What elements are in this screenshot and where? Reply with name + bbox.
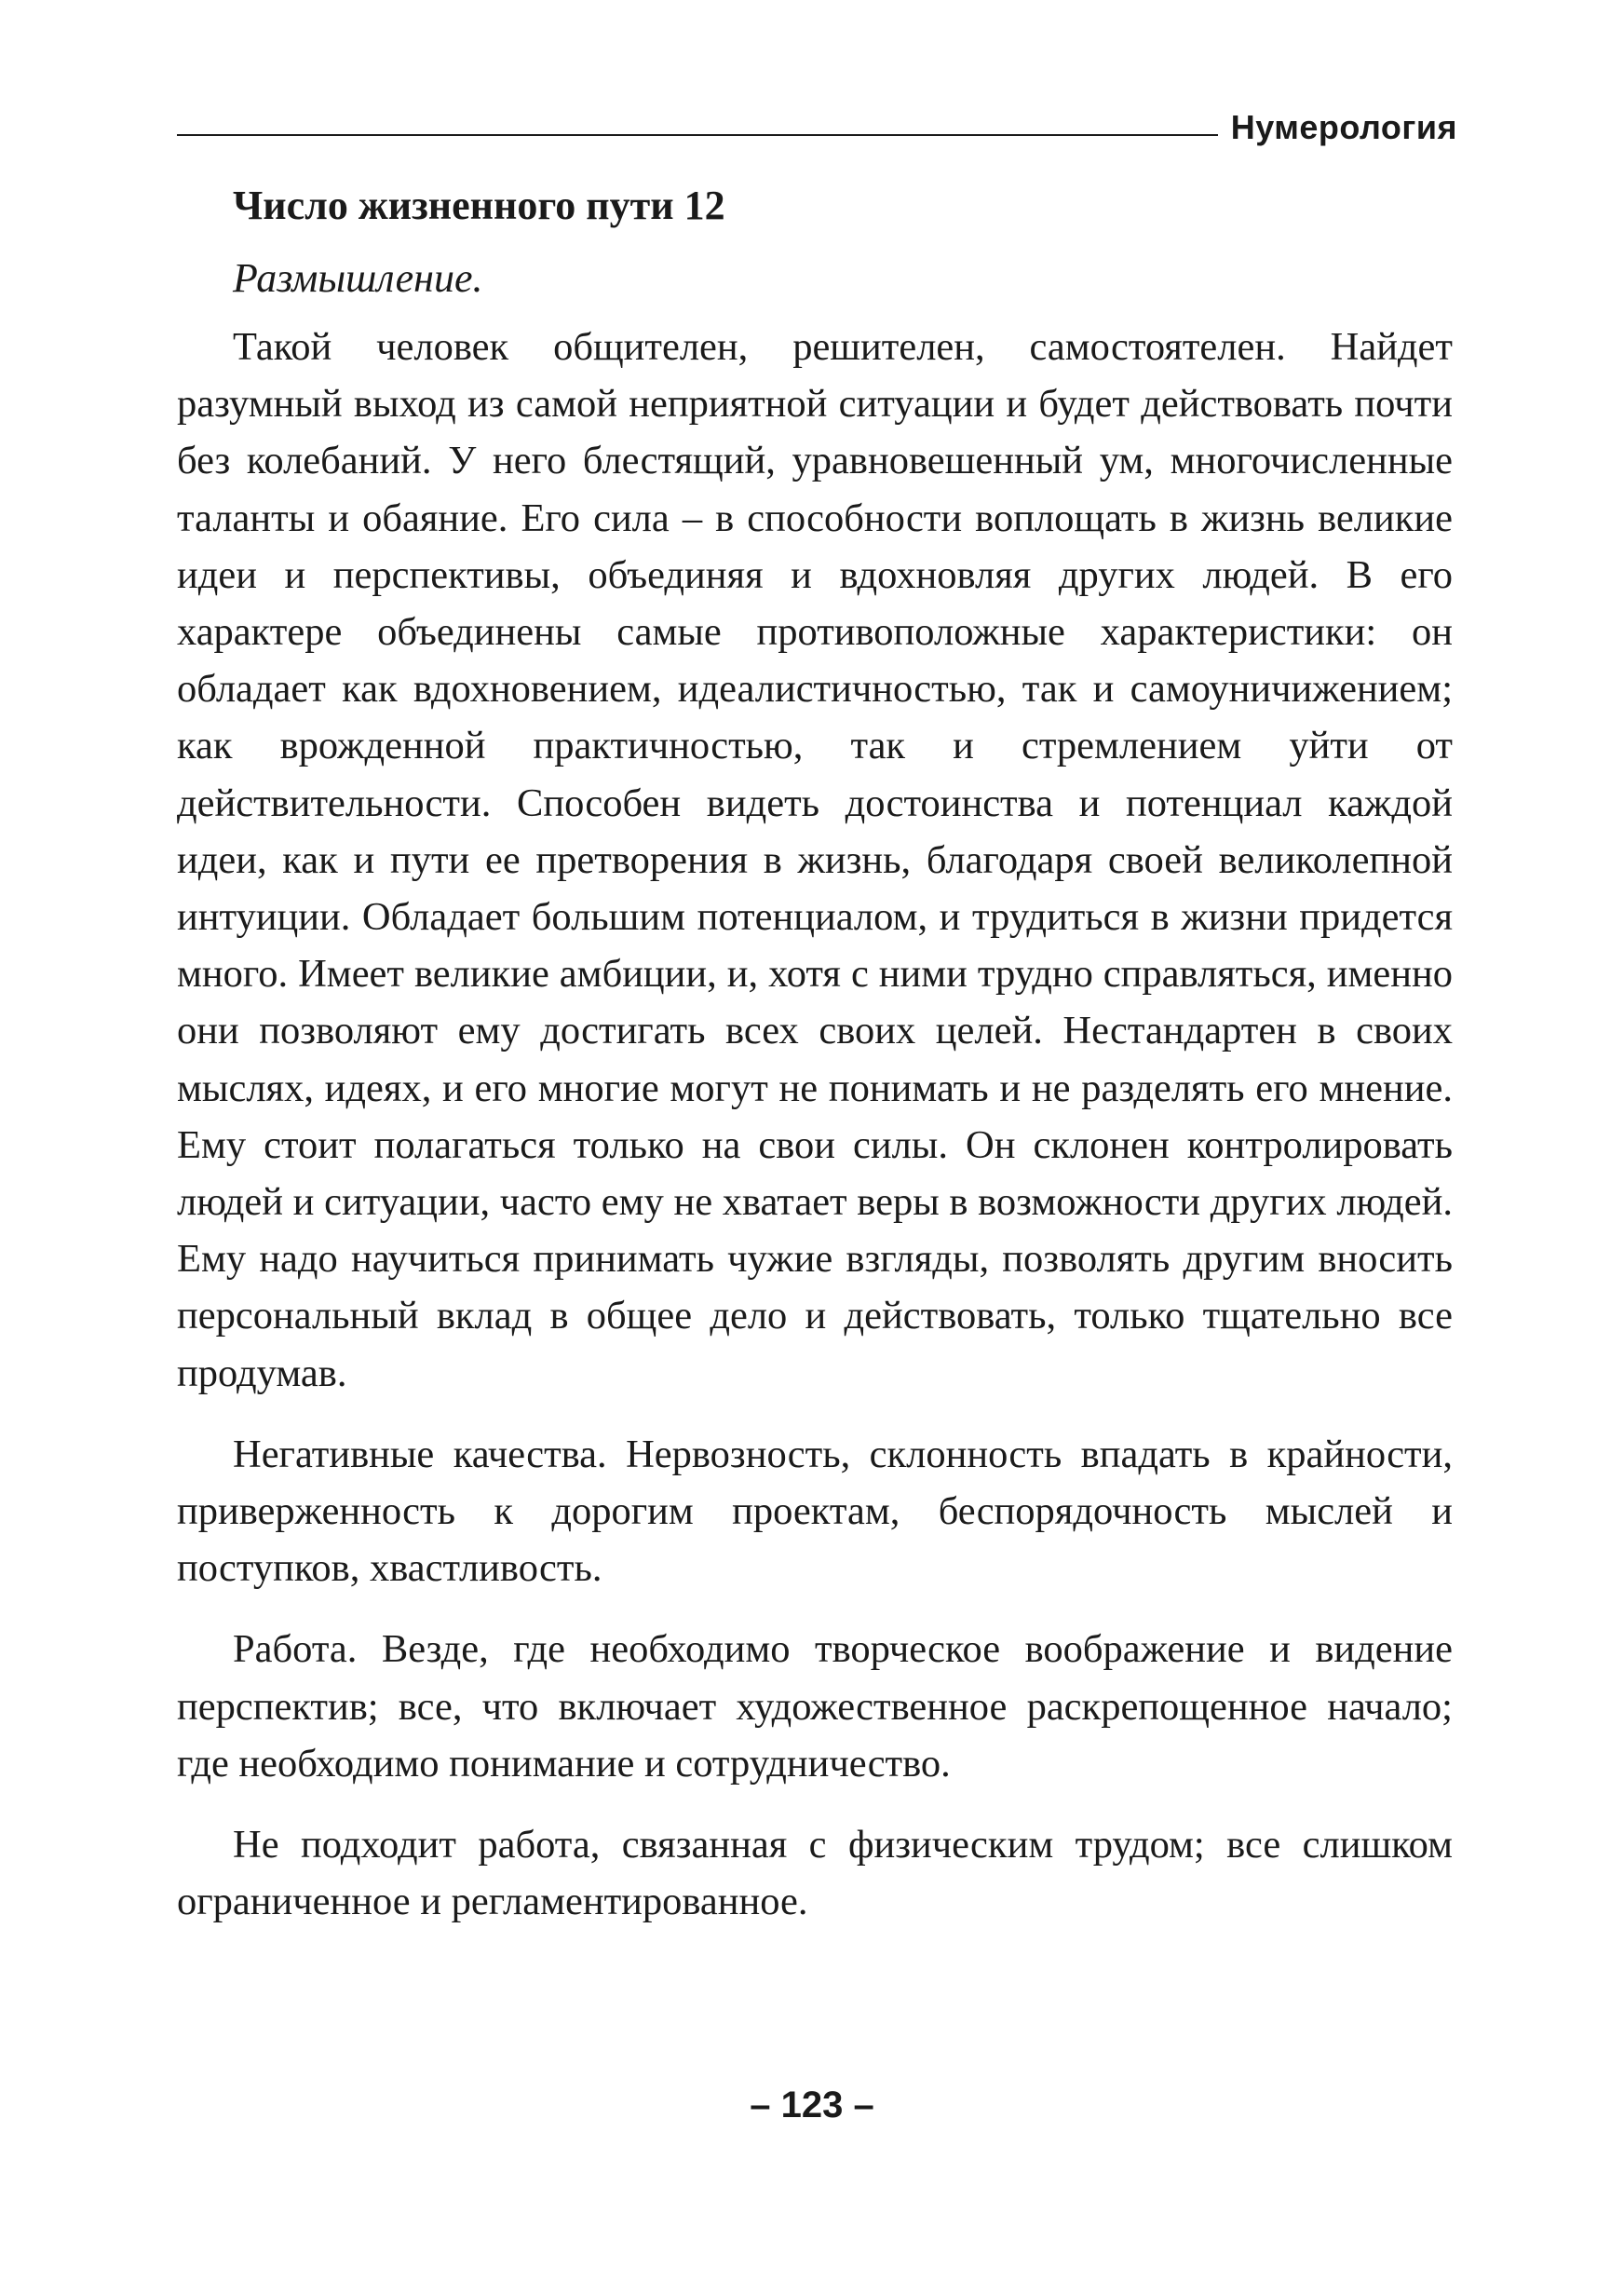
running-header	[177, 104, 1457, 151]
page-number: – 123 –	[750, 2085, 874, 2125]
paragraph-negative-traits: Негативные качества. Нервозность, склонность впадать в крайности, приверженность к дорогим проектам, беспорядочность мыслей и поступков, хвастливость.	[177, 1432, 1453, 1591]
section-epigraph: Размышление.	[233, 255, 483, 301]
header-rule	[177, 134, 1218, 136]
page-content	[177, 175, 1453, 1954]
paragraph-work: Работа. Везде, где необходимо творческое воображение и видение перспектив; все, что включает художественное раскрепощенное начало; где необходимо понимание и сотрудничество.	[177, 1627, 1453, 1786]
paragraph-description: Такой человек общителен, решителен, самостоятелен. Найдет разумный выход из самой неприятной ситуации и будет действовать почти без колебаний. У него блестящий, уравновешенный ум, многочисленные таланты и обаяние. Его сила – в способности воплощать в жизнь великие идеи и перспективы, объединяя и вдохновляя других людей. В его характере объединены самые противоположные характеристики: он обладает как вдохновением, идеалистичностью, так и самоуничижением; как врожденной практичностью, так и стремлением уйти от действительности. Способен видеть достоинства и потенциал каждой идеи, как и пути ее претворения в жизнь, благодаря своей великолепной интуиции. Обладает большим потенциалом, и трудиться в жизни придется много. Имеет великие амбиции, и, хотя с ними трудно справляться, именно они позволяют ему достигать всех своих целей. Нестандартен в своих мыслях, идеях, и его многие могут не понимать и не разделять его мнение. Ему стоит полагаться только на свои силы. Он склонен контролировать людей и ситуации, часто ему не хватает веры в возможности других людей. Ему надо научиться принимать чужие взгляды, позволять другим вносить персональный вклад в общее дело и действовать, только тщательно все продумав.	[177, 325, 1453, 1395]
header-title: Нумерология	[1230, 108, 1457, 146]
section-title: Число жизненного пути 12	[233, 183, 725, 228]
paragraph-unsuitable-work: Не подходит работа, связанная с физическим трудом; все слишком ограниченное и регламентированное.	[177, 1823, 1453, 1924]
